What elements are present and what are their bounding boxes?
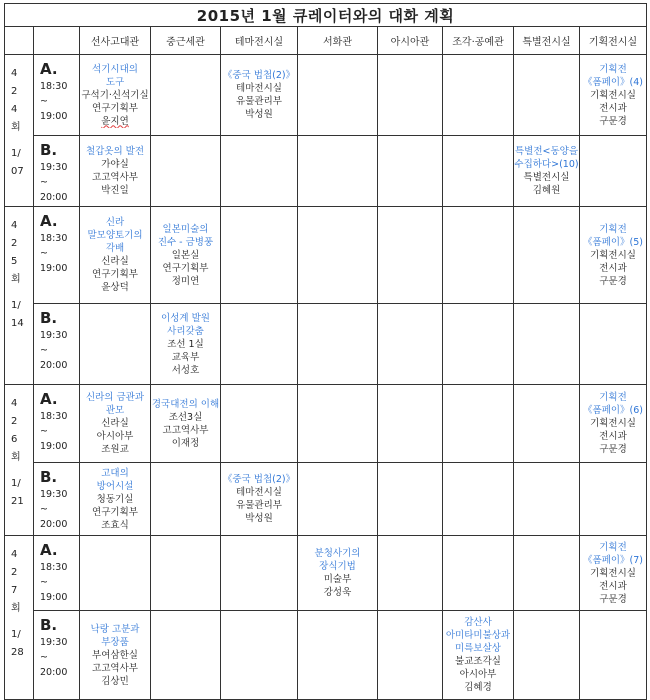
program-cell — [580, 536, 647, 611]
round-date: 1/ 21 — [11, 478, 24, 507]
session-time: 20:00 — [40, 360, 68, 371]
round-number — [11, 207, 33, 289]
session-time: 20:00 — [40, 192, 68, 203]
round-number — [11, 536, 33, 618]
program-cell — [298, 463, 378, 536]
program-cell — [298, 136, 378, 207]
session-row — [5, 611, 647, 700]
session-label: A. — [40, 541, 58, 559]
program-title: 분청사기의 — [314, 548, 361, 559]
program-title: 방어시설 — [96, 480, 134, 492]
session-time: ~ — [40, 177, 48, 188]
program-title: 아미타미불상과 — [445, 630, 511, 641]
program-cell — [221, 463, 298, 536]
program-title: 장식기법 — [319, 561, 356, 572]
program-title: 진수 - 금병풍 — [157, 236, 214, 248]
session-time: ~ — [40, 577, 48, 588]
program-cell — [378, 136, 443, 207]
session-time: 20:00 — [40, 519, 68, 530]
program-title: 수집하다>(10) — [514, 159, 579, 170]
program-detail: 전시과 — [599, 431, 627, 442]
program-detail: 기획전시실 — [590, 249, 636, 261]
program-cell — [514, 611, 580, 700]
program-cell — [580, 136, 647, 207]
program-cell — [580, 55, 647, 136]
session-cell — [34, 463, 80, 536]
program-cell — [151, 136, 221, 207]
program-title: 일본미술의 — [162, 223, 209, 235]
program-detail: 유물관리부 — [236, 500, 282, 511]
session-label: A. — [40, 60, 58, 78]
session-label: B. — [40, 141, 58, 159]
program-detail: 전시과 — [599, 262, 627, 274]
round-number — [11, 55, 33, 137]
program-title: 부장품 — [101, 636, 129, 648]
program-detail: 김상민 — [101, 675, 129, 687]
program-detail: 부여삼한실 — [92, 649, 138, 661]
session-time: 18:30 — [40, 233, 68, 244]
session-time: ~ — [40, 426, 48, 437]
program-cell — [80, 536, 151, 611]
round-number — [11, 385, 33, 467]
program-title: 기획전 — [599, 223, 627, 235]
program-detail: 정미연 — [171, 275, 200, 287]
program-detail: 전시과 — [599, 580, 627, 592]
session-time: ~ — [40, 504, 48, 515]
program-cell — [221, 385, 298, 463]
program-detail: 연구기획부 — [92, 506, 138, 518]
program-cell — [378, 611, 443, 700]
round-char: 4 — [11, 68, 18, 79]
program-cell — [298, 55, 378, 136]
program-detail: 윤상덕 — [101, 282, 129, 293]
round-char: 2 — [11, 567, 18, 578]
session-time: 18:30 — [40, 411, 68, 422]
round-char: 4 — [11, 549, 18, 560]
program-title: 석기시대의 — [92, 63, 138, 75]
session-cell — [34, 304, 80, 385]
session-row — [5, 136, 647, 207]
program-detail: 특별전시실 — [523, 172, 570, 183]
program-cell — [151, 55, 221, 136]
program-detail: 김혜원 — [532, 185, 561, 196]
program-title: 도구 — [105, 76, 125, 88]
session-time: ~ — [40, 248, 48, 259]
program-detail: 구문경 — [599, 275, 627, 287]
program-title: 《폼페이》(7) — [583, 554, 644, 566]
session-cell — [34, 611, 80, 700]
session-time: 19:00 — [40, 263, 68, 274]
program-detail: 아시아부 — [459, 669, 497, 680]
round-char: 회 — [11, 452, 21, 463]
program-detail: 조선3실 — [168, 411, 203, 423]
program-detail: 구문경 — [599, 115, 627, 127]
program-detail: 기획전시실 — [590, 567, 636, 579]
program-detail: 고고역사부 — [92, 172, 138, 183]
round-char: 2 — [11, 238, 18, 249]
program-cell — [80, 611, 151, 700]
program-detail: 구문경 — [599, 593, 627, 605]
program-title: 각배 — [105, 243, 125, 254]
session-row — [5, 463, 647, 536]
round-cell — [5, 385, 34, 536]
program-detail: 구석기·신석기실 — [81, 89, 149, 101]
program-cell — [80, 385, 151, 463]
session-time: 19:00 — [40, 592, 68, 603]
program-title: 고대의 — [101, 467, 129, 479]
program-detail: 이재정 — [171, 437, 200, 449]
program-cell — [514, 463, 580, 536]
header-row — [5, 27, 647, 55]
session-time: 19:00 — [40, 441, 68, 452]
program-detail: 김혜경 — [464, 682, 492, 693]
column-header: 기획전시실 — [580, 27, 647, 55]
round-date: 1/ 28 — [11, 629, 24, 658]
program-detail: 박성원 — [245, 513, 273, 524]
session-row — [5, 304, 647, 385]
session-time: ~ — [40, 345, 48, 356]
program-cell — [151, 536, 221, 611]
program-title: 관모 — [105, 405, 125, 416]
program-title: 신라의 금관과 — [85, 392, 145, 403]
session-time: 19:30 — [40, 162, 68, 173]
program-title: 사리갖춤 — [167, 325, 204, 337]
round-date: 1/ 07 — [11, 148, 24, 177]
program-cell — [580, 207, 647, 304]
program-cell — [443, 463, 514, 536]
column-header: 중근세관 — [151, 27, 221, 55]
program-title: 말모양토기의 — [87, 230, 143, 241]
program-detail: 윤지연 — [101, 115, 129, 127]
program-cell — [298, 304, 378, 385]
session-row — [5, 55, 647, 136]
column-header: 조각·공예관 — [443, 27, 514, 55]
program-detail: 연구기획부 — [162, 262, 209, 274]
program-cell — [580, 611, 647, 700]
program-title: 《중국 법첩(2)》 — [222, 70, 296, 81]
page-title: 2015년 1월 큐레이터와의 대화 계획 — [5, 4, 647, 27]
program-detail: 불교조각실 — [455, 656, 501, 667]
program-cell — [443, 207, 514, 304]
session-time: 18:30 — [40, 562, 68, 573]
program-cell — [378, 463, 443, 536]
program-cell — [221, 611, 298, 700]
session-time: 19:00 — [40, 111, 68, 122]
program-detail: 가야실 — [101, 159, 129, 170]
session-row — [5, 385, 647, 463]
program-cell — [298, 536, 378, 611]
schedule-sheet — [4, 3, 646, 700]
program-cell — [80, 304, 151, 385]
program-cell — [580, 385, 647, 463]
program-cell — [378, 536, 443, 611]
session-row — [5, 536, 647, 611]
program-title: 《폼페이》(5) — [583, 236, 644, 248]
column-header: 서화관 — [298, 27, 378, 55]
program-detail: 신라실 — [101, 418, 129, 429]
program-detail: 교육부 — [171, 351, 200, 363]
program-detail: 연구기획부 — [92, 102, 138, 114]
program-detail: 일본실 — [171, 249, 200, 261]
program-detail: 고고역사부 — [162, 424, 209, 436]
program-cell — [514, 385, 580, 463]
program-cell — [151, 304, 221, 385]
program-title: 신라 — [105, 217, 125, 228]
program-detail: 박진일 — [101, 185, 129, 196]
program-cell — [378, 304, 443, 385]
program-cell — [298, 611, 378, 700]
session-time: 20:00 — [40, 667, 68, 678]
round-cell — [5, 207, 34, 385]
session-cell — [34, 207, 80, 304]
schedule-table — [4, 3, 647, 700]
session-time: ~ — [40, 652, 48, 663]
session-label: B. — [40, 616, 58, 634]
round-char: 2 — [11, 416, 18, 427]
round-char: 6 — [11, 434, 18, 445]
program-detail: 강성욱 — [323, 587, 352, 598]
program-title: 철갑옷의 발전 — [85, 146, 145, 157]
program-cell — [221, 304, 298, 385]
program-cell — [151, 385, 221, 463]
program-cell — [443, 55, 514, 136]
program-cell — [151, 611, 221, 700]
program-title: 이성계 발원 — [161, 312, 210, 324]
session-label: B. — [40, 309, 58, 327]
session-time: ~ — [40, 96, 48, 107]
round-char: 5 — [11, 256, 18, 267]
program-title: 특별전<동양을 — [514, 146, 579, 157]
program-cell — [221, 136, 298, 207]
program-detail: 유물관리부 — [236, 96, 282, 107]
header-blank-round — [5, 27, 34, 55]
session-label: A. — [40, 390, 58, 408]
program-cell — [514, 55, 580, 136]
round-char: 회 — [11, 603, 21, 614]
program-cell — [80, 207, 151, 304]
program-detail: 청동기실 — [96, 493, 134, 505]
column-header: 특별전시실 — [514, 27, 580, 55]
program-detail: 아시아부 — [96, 431, 134, 442]
program-detail: 신라실 — [101, 256, 129, 267]
program-detail: 전시과 — [599, 102, 627, 114]
program-cell — [80, 55, 151, 136]
program-title: 《폼페이》(4) — [583, 76, 644, 88]
session-time: 18:30 — [40, 81, 68, 92]
program-detail: 테마전시실 — [236, 83, 282, 94]
round-char: 2 — [11, 86, 18, 97]
program-detail: 기획전시실 — [590, 89, 636, 101]
program-detail: 서성호 — [171, 364, 200, 376]
program-title: 기획전 — [599, 392, 627, 403]
round-char: 회 — [11, 274, 21, 285]
program-cell — [443, 304, 514, 385]
program-cell — [443, 536, 514, 611]
program-cell — [378, 207, 443, 304]
program-cell — [514, 136, 580, 207]
column-header: 아시아관 — [378, 27, 443, 55]
program-title: 경국대전의 이해 — [151, 398, 220, 410]
program-cell — [514, 207, 580, 304]
program-cell — [298, 207, 378, 304]
program-detail: 기획전시실 — [590, 418, 636, 429]
session-cell — [34, 536, 80, 611]
program-title: 기획전 — [599, 63, 627, 75]
program-cell — [221, 207, 298, 304]
program-cell — [151, 207, 221, 304]
round-char: 4 — [11, 220, 18, 231]
program-cell — [580, 463, 647, 536]
program-detail: 테마전시실 — [236, 487, 282, 498]
program-detail: 고고역사부 — [92, 662, 138, 674]
program-cell — [443, 611, 514, 700]
program-detail: 구문경 — [599, 444, 627, 455]
round-date: 1/ 14 — [11, 300, 24, 329]
program-cell — [514, 536, 580, 611]
session-label: A. — [40, 212, 58, 230]
program-detail: 박성원 — [245, 109, 273, 120]
program-cell — [443, 136, 514, 207]
program-cell — [151, 463, 221, 536]
round-char: 7 — [11, 585, 18, 596]
program-cell — [221, 536, 298, 611]
round-cell — [5, 536, 34, 700]
program-cell — [80, 136, 151, 207]
program-title: 《중국 법첩(2)》 — [222, 474, 296, 485]
program-cell — [378, 385, 443, 463]
program-cell — [378, 55, 443, 136]
program-cell — [514, 304, 580, 385]
session-cell — [34, 385, 80, 463]
round-char: 4 — [11, 104, 18, 115]
session-time: 19:30 — [40, 637, 68, 648]
round-cell — [5, 55, 34, 207]
program-title: 《폼페이》(6) — [583, 405, 644, 416]
program-title: 기획전 — [599, 541, 627, 553]
round-char: 회 — [11, 122, 21, 133]
program-detail: 조원교 — [101, 444, 129, 455]
program-cell — [80, 463, 151, 536]
program-detail: 미술부 — [323, 574, 352, 585]
round-char: 4 — [11, 398, 18, 409]
program-title: 미륵보살상 — [455, 643, 501, 654]
program-cell — [298, 385, 378, 463]
program-cell — [443, 385, 514, 463]
session-row — [5, 207, 647, 304]
column-header: 테마전시실 — [221, 27, 298, 55]
session-cell — [34, 55, 80, 136]
column-header: 선사고대관 — [80, 27, 151, 55]
session-cell — [34, 136, 80, 207]
program-cell — [580, 304, 647, 385]
program-detail: 조선 1실 — [167, 338, 204, 350]
session-time: 19:30 — [40, 489, 68, 500]
header-blank-session — [34, 27, 80, 55]
session-label: B. — [40, 468, 58, 486]
program-detail: 연구기획부 — [92, 269, 138, 280]
session-time: 19:30 — [40, 330, 68, 341]
program-detail: 조효식 — [101, 519, 129, 531]
program-title: 감산사 — [464, 617, 492, 628]
program-cell — [221, 55, 298, 136]
program-title: 낙랑 고분과 — [90, 623, 140, 635]
